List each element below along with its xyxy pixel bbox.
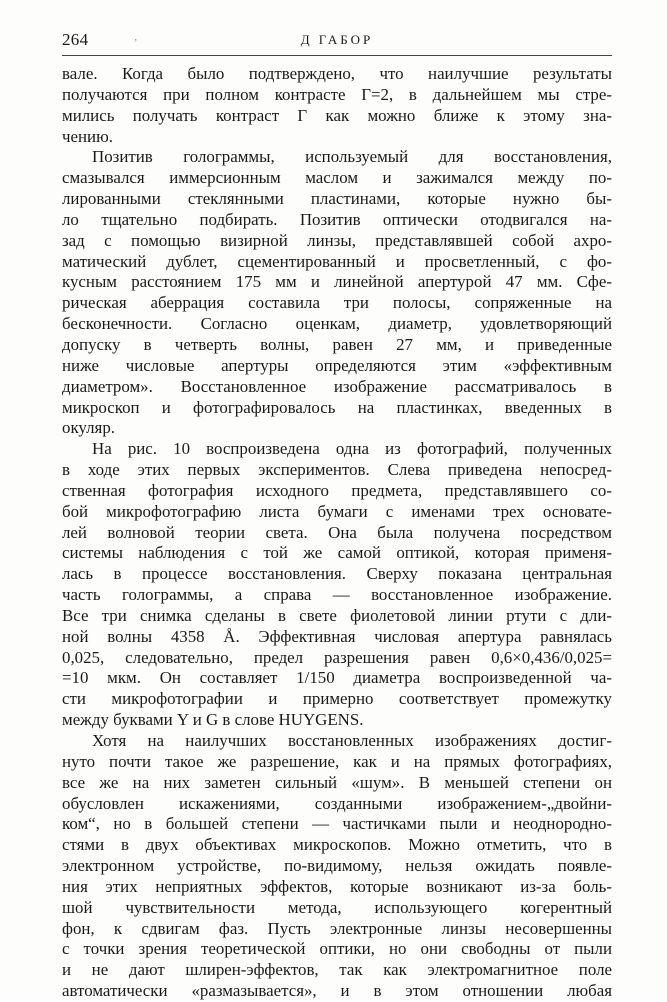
text-line: Позитив голограммы, используемый для восстановления, <box>92 147 612 167</box>
header-mark: ‚ <box>134 32 138 43</box>
text-line: окуляр. <box>62 418 115 438</box>
text-line: Все три снимка сделаны в свете фиолетовой линии ртути с дли- <box>62 605 612 625</box>
text-line: Хотя на наилучших восстановленных изображениях достиг- <box>92 731 612 750</box>
text-line: 0,025, следовательно, предел разрешения равен 0,6×0,436/0,025= <box>62 647 612 667</box>
text-line: вале. Когда было подтверждено, что наилучшие результаты <box>62 64 612 83</box>
text-line: электронном устройстве, по-видимому, нельзя ожидать появле- <box>62 856 612 876</box>
text-line: обусловлен искажениями, созданными изображением-„двойни- <box>62 793 612 813</box>
text-line: ниже числовые апертуры определяются этим «эффективным <box>62 355 612 375</box>
text-line: мились получать контраст Г как можно ближе к этому зна- <box>62 105 612 125</box>
text-line: ния этих неприятных эффектов, которые возникают из-за боль- <box>62 876 612 896</box>
text-line: бой микрофотографию листа бумаги с именами трех основате- <box>62 501 612 521</box>
text-line: сти микрофотографии и примерно соответствует промежутку <box>62 689 612 709</box>
text-line: ком“, но в большей степени — частичками пыли и неоднороднo- <box>62 814 612 834</box>
text-line: допуску в четверть волны, равен 27 мм, и приведенные <box>62 334 612 354</box>
text-line: шой чувствительности метода, использующего когерентный <box>62 897 612 917</box>
text-line: лась в процессе восстановления. Сверху показана центральная <box>62 564 612 584</box>
text-line: получаются при полном контрасте Г=2, в дальнейшем мы стре- <box>62 84 612 104</box>
text-line: с точки зрения теоретической оптики, но они свободны от пыли <box>62 939 612 959</box>
text-line: кусным расстоянием 175 мм и линейной апертурой 47 мм. Сфе- <box>62 272 612 292</box>
text-line: микроскоп и фотографировалось на пластинках, введенных в <box>62 397 612 417</box>
text-line: диаметром». Восстановленное изображение рассматривалось в <box>62 376 612 396</box>
text-line: лированными стеклянными пластинами, которые нужно бы- <box>62 189 612 209</box>
text-line: стями в двух объективах микроскопов. Можно отметить, что в <box>62 835 612 855</box>
text-line: ной волны 4358 Å. Эффективная числовая апертура равнялась <box>62 626 612 646</box>
text-line: все же на них заметен сильный «шум». В меньшей степени он <box>62 772 612 792</box>
text-line: и не дают шлирен-эффектов, так как электромагнитное поле <box>62 960 612 980</box>
text-line: матический дублет, сцементированный и просветленный, с фо- <box>62 251 612 271</box>
text-line: ственная фотография исходного предмета, представлявшего со- <box>62 480 612 500</box>
text-line: смазывался иммерсионным маслом и зажимался между по- <box>62 168 612 188</box>
header-rule <box>62 55 612 56</box>
text-line: фон, к сдвигам фаз. Пусть электронные линзы несовершенны <box>62 918 612 938</box>
text-line: зад с помощью визирной линзы, представлявшей собой ахро- <box>62 230 612 250</box>
running-head-author: Д ГАБОР <box>300 32 374 47</box>
body-text <box>62 64 612 1002</box>
text-line: в ходе этих первых экспериментов. Слева приведена непосред- <box>62 460 612 480</box>
text-line: нуто почти такое же разрешение, как и на прямых фотографиях, <box>62 751 612 771</box>
running-header <box>62 30 612 56</box>
text-line: между буквами Y и G в слове HUYGENS. <box>62 710 364 730</box>
text-line: ло тщательно подбирать. Позитив оптически отодвигался на- <box>62 209 612 229</box>
text-line: системы наблюдения с той же самой оптикой, которая применя- <box>62 543 612 563</box>
text-line: бесконечности. Согласно оценкам, диаметр, удовлетворяющий <box>62 314 612 334</box>
text-line: рическая аберрация составила три полосы, сопряженные на <box>62 293 612 313</box>
text-line: лей волновой теории света. Она была получена посредством <box>62 522 612 542</box>
text-line: На рис. 10 воспроизведена одна из фотографий, полученных <box>92 439 612 459</box>
text-line: часть голограммы, а справа — восстановленное изображение. <box>62 585 612 605</box>
text-line: =10 мкм. Он составляет 1/150 диаметра воспроизведенной ча- <box>62 668 612 688</box>
text-line: чению. <box>62 126 113 146</box>
text-line: автоматически «размазывается», и в этом отношении любая <box>62 981 612 1001</box>
page-number: 264 <box>62 30 89 49</box>
